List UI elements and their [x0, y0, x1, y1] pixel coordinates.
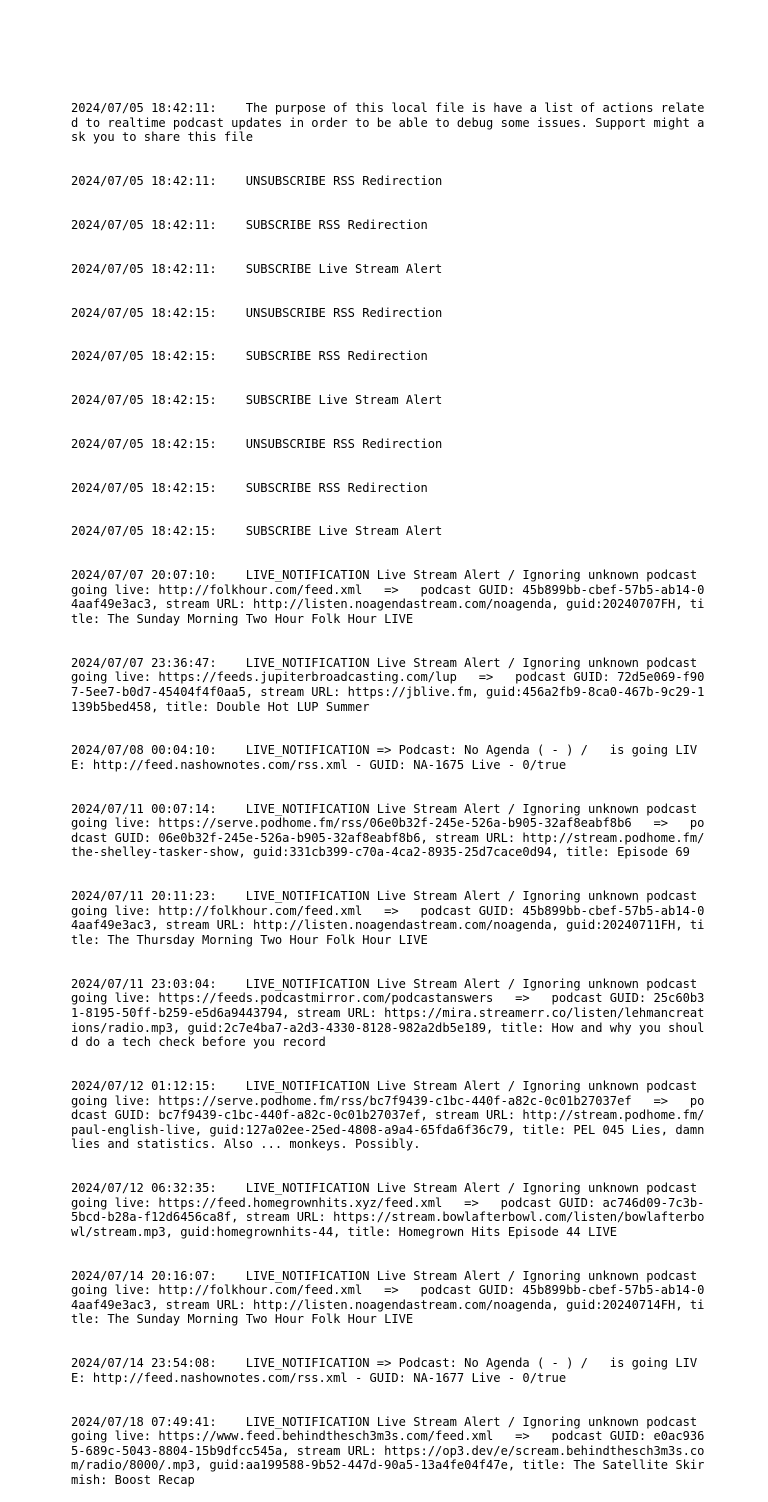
- log-line: 2024/07/07 23:36:47: LIVE_NOTIFICATION Live Stream Alert / Ignoring unknown podcast going live: https://feeds.jupiterbroadcasting.com/lup => podcast GUID: 72d5e069-f907-5ee7-b0d7-45404f4f0aa5, stream URL: https://jblive.fm, guid:456a2fb9-8ca0-467b-9c29-1139b5bed458, title: Double Hot LUP Summer: [71, 655, 705, 714]
- log-line: 2024/07/05 18:42:11: UNSUBSCRIBE RSS Redirection: [71, 174, 443, 189]
- log-line: 2024/07/12 01:12:15: LIVE_NOTIFICATION Live Stream Alert / Ignoring unknown podcast going live: https://serve.podhome.fm/rss/bc7f9439-c1bc-440f-a82c-0c01b27037ef => podcast GUID: bc7f9439-c1bc-440f-a82c-0c01b27037ef, stream URL: http://stream.podhome.fm/paul-english-live, guid:127a02ee-25ed-4808-a9a4-65fda6f36c79, title: PEL 045 Lies, damn lies and statistics. Also ... monkeys. Possibly.: [71, 1078, 712, 1152]
- log-line: 2024/07/05 18:42:11: SUBSCRIBE Live Stream Alert: [71, 261, 443, 276]
- log-line: 2024/07/05 18:42:15: SUBSCRIBE Live Stream Alert: [71, 393, 443, 408]
- log-line: 2024/07/07 20:07:10: LIVE_NOTIFICATION Live Stream Alert / Ignoring unknown podcast going live: http://folkhour.com/feed.xml => podcast GUID: 45b899bb-cbef-57b5-ab14-04aaf49e3ac3, stream URL: http://listen.noagendastream.com/noagenda, guid:20240707FH, title: The Sunday Morning Two Hour Folk Hour LIVE: [71, 568, 705, 626]
- log-line: 2024/07/18 07:49:41: LIVE_NOTIFICATION Live Stream Alert / Ignoring unknown podcast going live: https://www.feed.behindthesch3m3s.com/feed.xml => podcast GUID: e0ac9365-689c-5043-8804-15b9dfcc545a, stream URL: https://op3.dev/e/scream.behindthesch3m3s.com/radio/8000/.mp3, guid:aa199588-9b52-447d-90a5-13a4fe04f47e, title: The Satellite Skirmish: Boost Recap: [71, 1414, 705, 1487]
- log-line: 2024/07/11 00:07:14: LIVE_NOTIFICATION Live Stream Alert / Ignoring unknown podcast going live: https://serve.podhome.fm/rss/06e0b32f-245e-526a-b905-32af8eabf8b6 => podcast GUID: 06e0b32f-245e-526a-b905-32af8eabf8b6, stream URL: http://stream.podhome.fm/the-shelley-tasker-show, guid:331cb399-c70a-4ca2-8935-25d7cace0d94, title: Episode 69: [71, 801, 705, 860]
- log-line: 2024/07/05 18:42:15: SUBSCRIBE Live Stream Alert: [71, 524, 443, 539]
- log-line: 2024/07/14 23:54:08: LIVE_NOTIFICATION => Podcast: No Agenda ( - ) / is going LIVE: http://feed.nashownotes.com/rss.xml - GUID: NA-1677 Live - 0/true: [71, 1356, 698, 1385]
- log-line: 2024/07/05 18:42:15: SUBSCRIBE RSS Redirection: [71, 480, 428, 495]
- log-line: 2024/07/05 18:42:11: SUBSCRIBE RSS Redirection: [71, 217, 428, 232]
- log-line: 2024/07/14 20:16:07: LIVE_NOTIFICATION Live Stream Alert / Ignoring unknown podcast going live: http://folkhour.com/feed.xml => podcast GUID: 45b899bb-cbef-57b5-ab14-04aaf49e3ac3, stream URL: http://listen.noagendastream.com/noagenda, guid:20240714FH, title: The Sunday Morning Two Hour Folk Hour LIVE: [71, 1268, 705, 1327]
- log-document: [71, 72, 711, 1502]
- log-line: 2024/07/05 18:42:15: UNSUBSCRIBE RSS Redirection: [71, 436, 443, 451]
- log-line: 2024/07/05 18:42:15: UNSUBSCRIBE RSS Redirection: [71, 305, 443, 320]
- log-line: 2024/07/05 18:42:15: SUBSCRIBE RSS Redirection: [71, 349, 428, 364]
- log-line: 2024/07/12 06:32:35: LIVE_NOTIFICATION Live Stream Alert / Ignoring unknown podcast going live: https://feed.homegrownhits.xyz/feed.xml => podcast GUID: ac746d09-7c3b-5bcd-b28a-f12d6456ca8f, stream URL: https://stream.bowlafterbowl.com/listen/bowlafterbowl/stream.mp3, guid:homegrownhits-44, title: Homegrown Hits Episode 44 LIVE: [71, 1181, 705, 1239]
- log-line: 2024/07/11 23:03:04: LIVE_NOTIFICATION Live Stream Alert / Ignoring unknown podcast going live: https://feeds.podcastmirror.com/podcastanswers => podcast GUID: 25c60b31-8195-50ff-b259-e5d6a9443794, stream URL: https://mira.streamerr.co/listen/lehmancreations/radio.mp3, guid:2c7e4ba7-a2d3-4330-8128-982a2db5e189, title: How and why you should do a tech check before you record: [71, 976, 705, 1050]
- log-line: 2024/07/05 18:42:11: The purpose of this local file is have a list of actions related to realtime podcast updates in order to be able to debug some issues. Support might ask you to share this file: [71, 101, 705, 145]
- log-line: 2024/07/08 00:04:10: LIVE_NOTIFICATION => Podcast: No Agenda ( - ) / is going LIVE: http://feed.nashownotes.com/rss.xml - GUID: NA-1675 Live - 0/true: [71, 743, 698, 772]
- log-line: 2024/07/11 20:11:23: LIVE_NOTIFICATION Live Stream Alert / Ignoring unknown podcast going live: http://folkhour.com/feed.xml => podcast GUID: 45b899bb-cbef-57b5-ab14-04aaf49e3ac3, stream URL: http://listen.noagendastream.com/noagenda, guid:20240711FH, title: The Thursday Morning Two Hour Folk Hour LIVE: [71, 889, 705, 948]
